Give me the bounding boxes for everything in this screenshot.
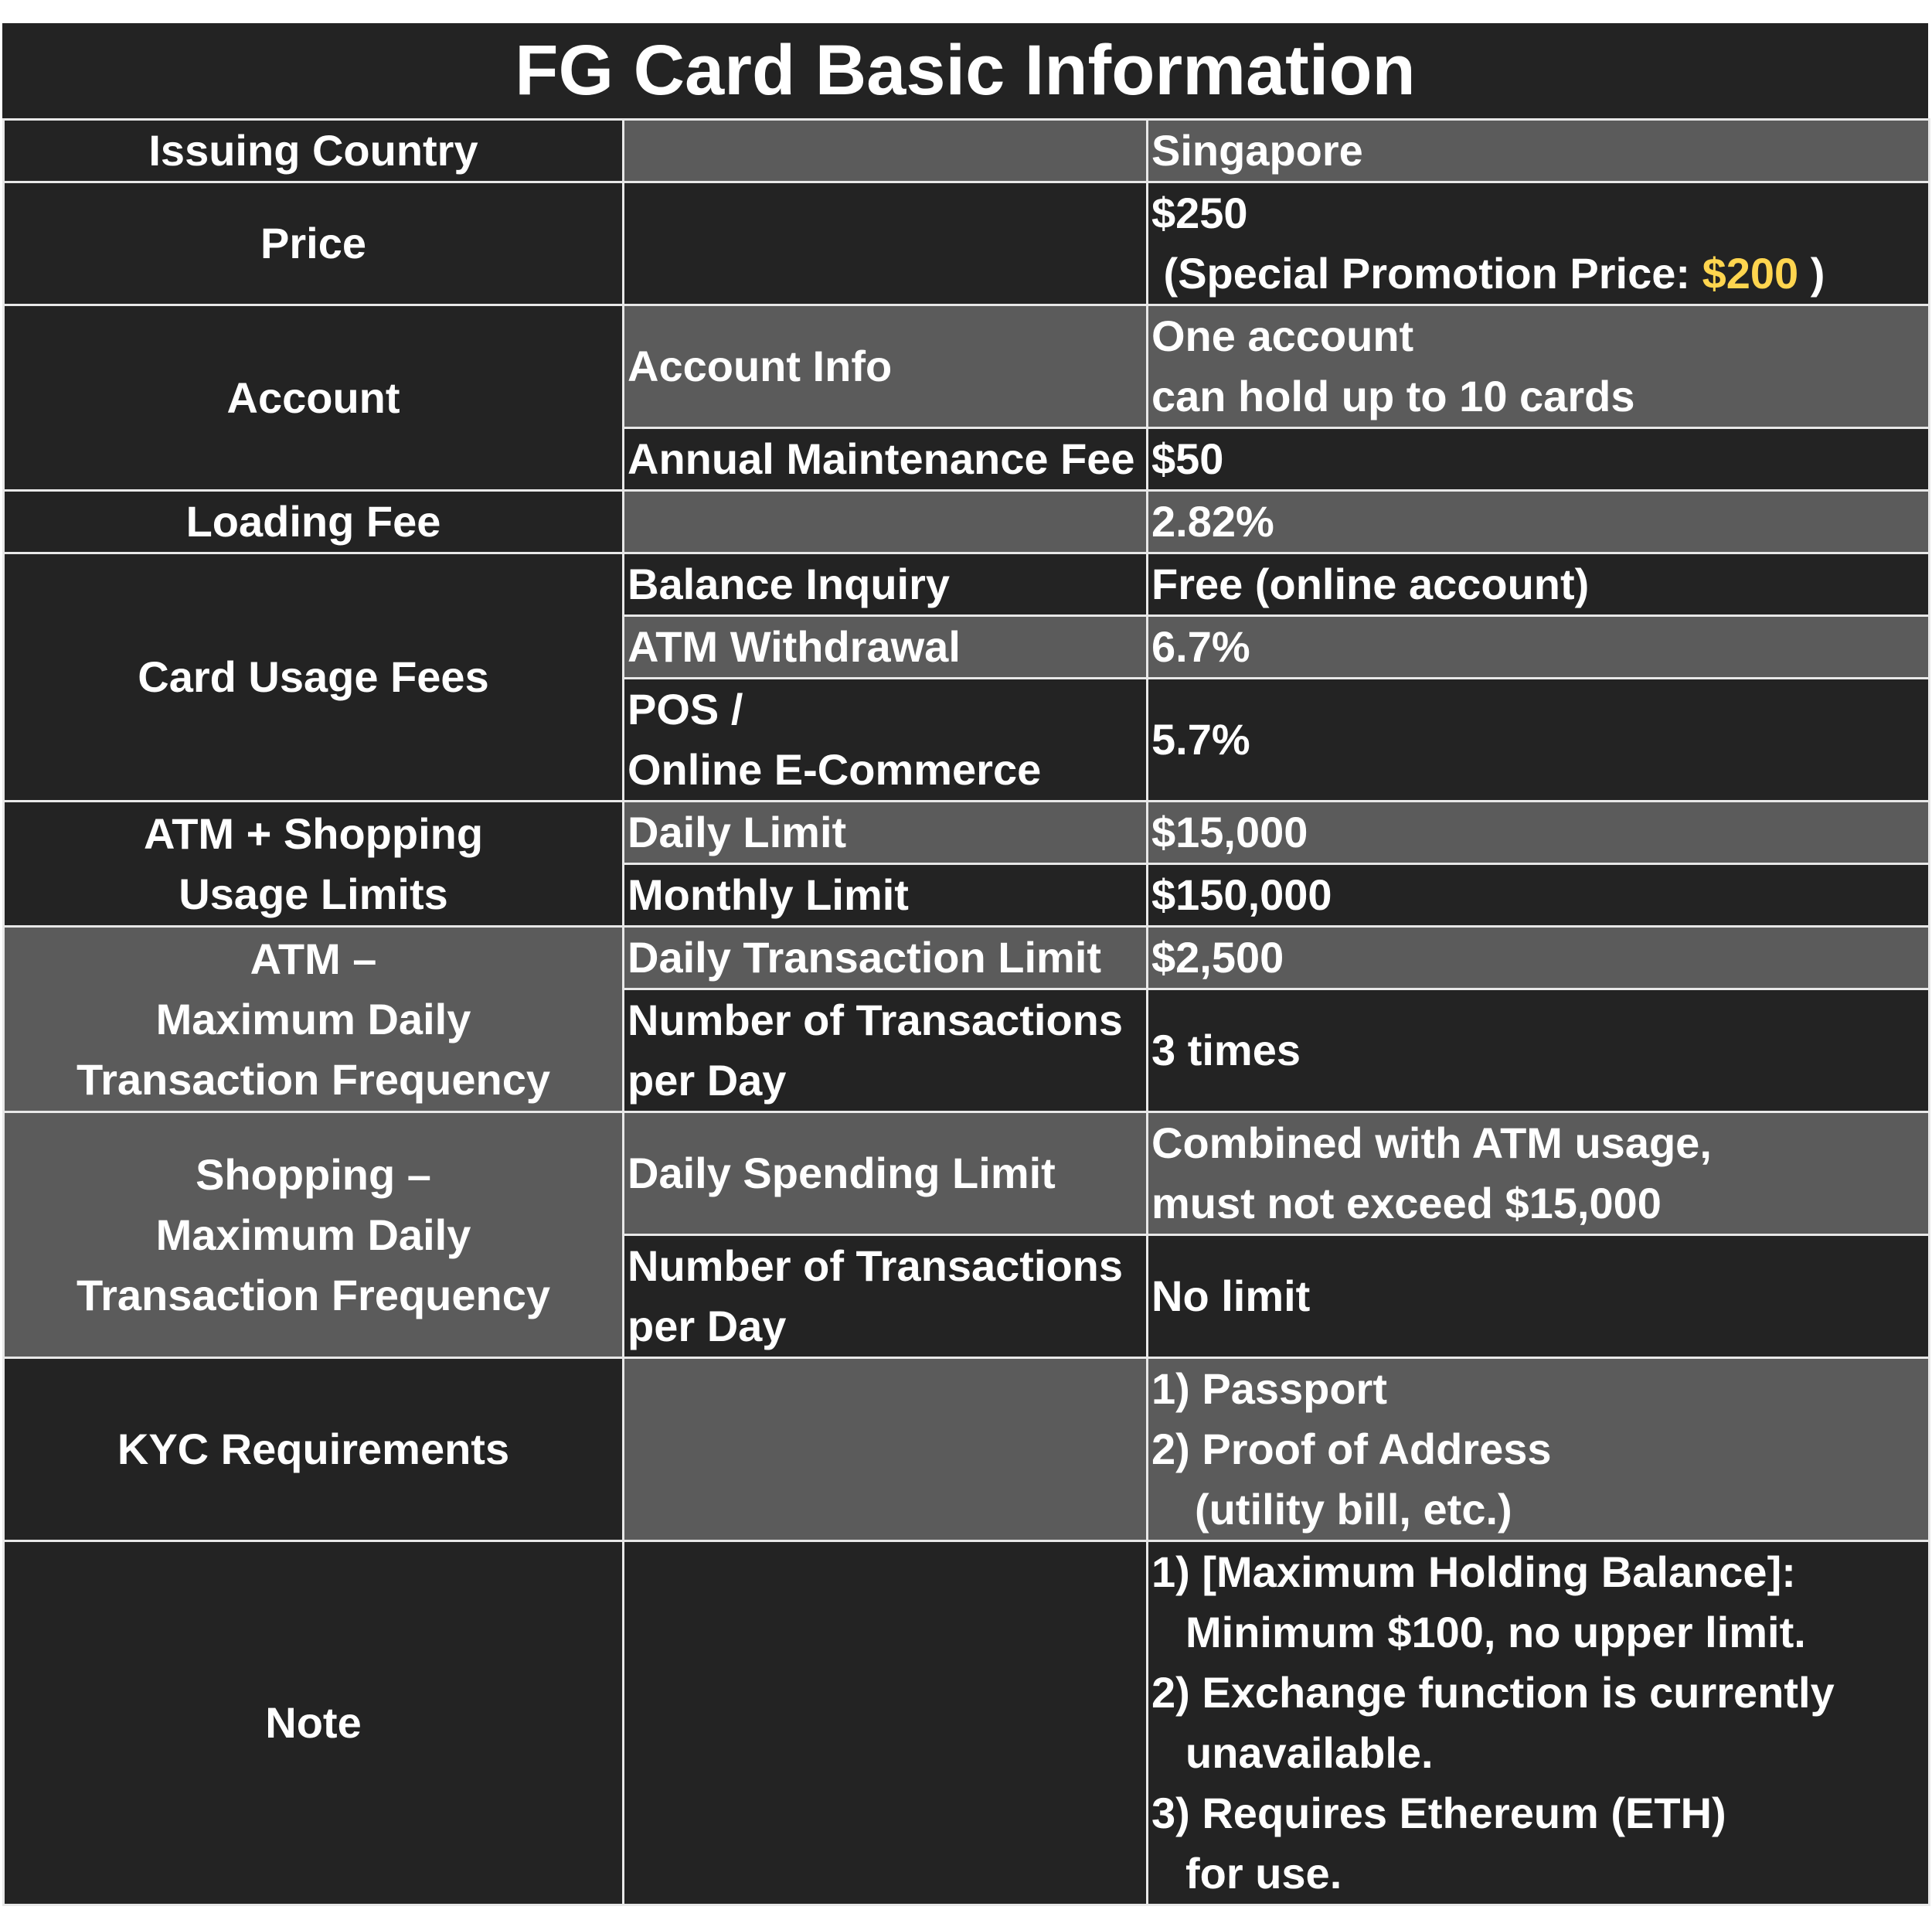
loading-fee-sub <box>624 491 1148 553</box>
pos-label <box>624 679 1148 802</box>
promo-suffix: ) <box>1798 249 1825 298</box>
daily-transaction-limit-value: $2,500 <box>1148 927 1930 989</box>
note-item-3-detail: for use. <box>1185 1849 1342 1898</box>
shopping-transactions-label-line-2: per Day <box>628 1302 787 1350</box>
note-item-3: 3) Requires Ethereum (ETH) <box>1151 1789 1726 1837</box>
monthly-limit-label: Monthly Limit <box>624 864 1148 927</box>
page-title: FG Card Basic Information <box>2 23 1928 118</box>
account-info-value-line-2: can hold up to 10 cards <box>1151 372 1635 420</box>
issuing-country-label: Issuing Country <box>4 120 624 182</box>
shopping-max-label <box>4 1112 624 1358</box>
atm-transactions-label-line-2: per Day <box>628 1056 787 1105</box>
daily-spending-limit-value <box>1148 1112 1930 1235</box>
table-row-note <box>4 1541 1930 1905</box>
kyc-item-1: 1) Passport <box>1151 1364 1387 1413</box>
info-table <box>2 118 1930 1906</box>
shopping-max-label-line-1: Shopping – <box>196 1149 431 1199</box>
atm-withdrawal-label: ATM Withdrawal <box>624 616 1148 679</box>
atm-max-label <box>4 927 624 1112</box>
daily-limit-value: $15,000 <box>1148 802 1930 864</box>
atm-max-label-line-1: ATM – <box>250 934 377 983</box>
daily-spending-limit-label: Daily Spending Limit <box>624 1112 1148 1235</box>
monthly-limit-value: $150,000 <box>1148 864 1930 927</box>
usage-limits-label-line-2: Usage Limits <box>179 869 448 918</box>
loading-fee-value: 2.82% <box>1148 491 1930 553</box>
table-row-price <box>4 182 1930 305</box>
pos-label-line-1: POS / <box>628 685 743 734</box>
shopping-max-label-line-3: Transaction Frequency <box>76 1270 551 1319</box>
issuing-country-value: Singapore <box>1148 120 1930 182</box>
note-item-2: 2) Exchange function is currently <box>1151 1668 1835 1717</box>
price-sub <box>624 182 1148 305</box>
atm-max-label-line-3: Transaction Frequency <box>76 1054 551 1104</box>
pos-value: 5.7% <box>1148 679 1930 802</box>
usage-limits-label-line-1: ATM + Shopping <box>143 809 484 858</box>
table-row-balance-inquiry <box>4 553 1930 616</box>
balance-inquiry-value: Free (online account) <box>1148 553 1930 616</box>
atm-transactions-label <box>624 989 1148 1112</box>
shopping-transactions-label <box>624 1235 1148 1358</box>
price-value: $250 <box>1151 189 1248 237</box>
card-usage-fees-label: Card Usage Fees <box>4 553 624 802</box>
table-row-daily-limit <box>4 802 1930 864</box>
daily-limit-label: Daily Limit <box>624 802 1148 864</box>
account-info-label: Account Info <box>624 305 1148 428</box>
atm-transactions-value: 3 times <box>1148 989 1930 1112</box>
usage-limits-label <box>4 802 624 927</box>
shopping-transactions-label-line-1: Number of Transactions <box>628 1241 1124 1290</box>
note-value <box>1148 1541 1930 1905</box>
promo-line <box>1151 243 1925 304</box>
account-info-value-line-1: One account <box>1151 311 1414 360</box>
atm-transactions-label-line-1: Number of Transactions <box>628 996 1124 1044</box>
table-row-loading-fee <box>4 491 1930 553</box>
account-info-value <box>1148 305 1930 428</box>
atm-max-label-line-2: Maximum Daily <box>155 994 471 1043</box>
note-item-1-detail: Minimum $100, no upper limit. <box>1185 1608 1806 1656</box>
kyc-item-2-detail: (utility bill, etc.) <box>1195 1485 1512 1534</box>
annual-fee-value: $50 <box>1148 428 1930 491</box>
issuing-country-sub <box>624 120 1148 182</box>
atm-withdrawal-value: 6.7% <box>1148 616 1930 679</box>
daily-spending-limit-value-line-2: must not exceed $15,000 <box>1151 1179 1662 1227</box>
loading-fee-label: Loading Fee <box>4 491 624 553</box>
kyc-value <box>1148 1358 1930 1541</box>
annual-fee-label: Annual Maintenance Fee <box>624 428 1148 491</box>
pos-label-line-2: Online E-Commerce <box>628 745 1042 794</box>
daily-transaction-limit-label: Daily Transaction Limit <box>624 927 1148 989</box>
note-item-2-detail: unavailable. <box>1185 1728 1434 1777</box>
price-value-cell <box>1148 182 1930 305</box>
info-sheet <box>2 23 1928 1898</box>
promo-prefix: (Special Promotion Price: <box>1151 249 1702 298</box>
account-label: Account <box>4 305 624 491</box>
table-row-issuing-country <box>4 120 1930 182</box>
daily-spending-limit-value-line-1: Combined with ATM usage, <box>1151 1118 1712 1167</box>
table-row-daily-transaction-limit <box>4 927 1930 989</box>
balance-inquiry-label: Balance Inquiry <box>624 553 1148 616</box>
kyc-label: KYC Requirements <box>4 1358 624 1541</box>
table-row-account-info <box>4 305 1930 428</box>
note-label: Note <box>4 1541 624 1905</box>
table-row-daily-spending-limit <box>4 1112 1930 1235</box>
promo-price: $200 <box>1702 249 1799 298</box>
note-item-1: 1) [Maximum Holding Balance]: <box>1151 1547 1796 1596</box>
note-sub <box>624 1541 1148 1905</box>
shopping-transactions-value: No limit <box>1148 1235 1930 1358</box>
kyc-item-2: 2) Proof of Address <box>1151 1425 1552 1473</box>
shopping-max-label-line-2: Maximum Daily <box>155 1210 471 1259</box>
table-row-kyc <box>4 1358 1930 1541</box>
price-label: Price <box>4 182 624 305</box>
kyc-sub <box>624 1358 1148 1541</box>
